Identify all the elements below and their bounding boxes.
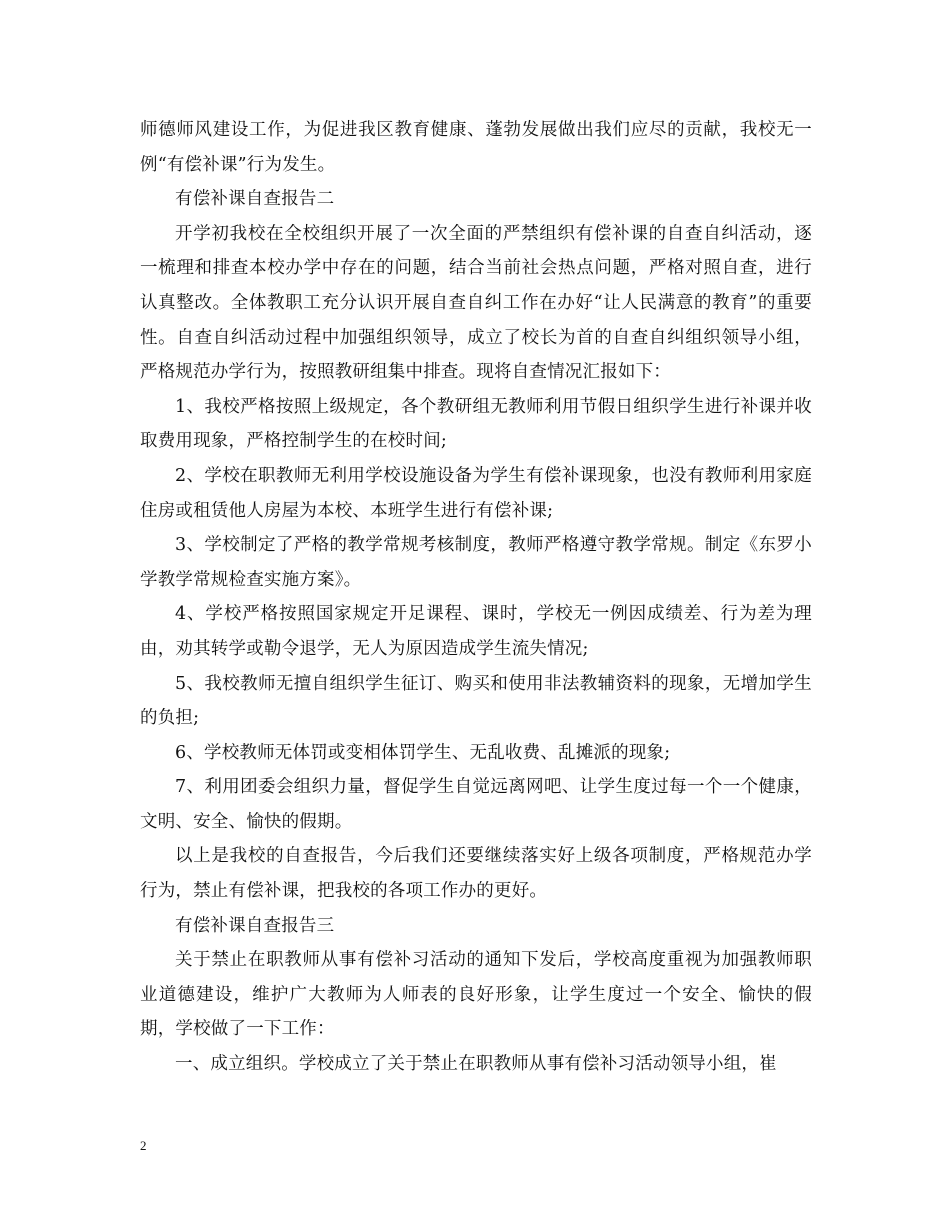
list-item: 6、学校教师无体罚或变相体罚学生、无乱收费、乱摊派的现象; [175,742,671,763]
list-item: 7、利用团委会组织力量，督促学生自觉远离网吧、让学生度过每一个一个健康，文明、安全、愉快的假期。 [140,777,812,832]
section-heading: 有偿补课自查报告三 [175,915,335,936]
page-number: 2 [140,1138,147,1153]
paragraph: 师德师风建设工作，为促进我区教育健康、蓬勃发展做出我们应尽的贡献，我校无一例“有偿补课”行为发生。 [140,120,812,175]
list-item: 4、学校严格按照国家规定开足课程、课时，学校无一例因成绩差、行为差为理由，劝其转学或勒令退学，无人为原因造成学生流失情况; [140,604,812,659]
paragraph: 关于禁止在职教师从事有偿补习活动的通知下发后，学校高度重视为加强教师职业道德建设，维护广大教师为人师表的良好形象，让学生度过一个安全、愉快的假期，学校做了一下工作： [140,950,812,1040]
section-heading: 有偿补课自查报告二 [175,189,335,210]
document-body [140,113,812,1082]
list-item: 2、学校在职教师无利用学校设施设备为学生有偿补课现象，也没有教师利用家庭住房或租赁他人房屋为本校、本班学生进行有偿补课; [140,465,812,521]
list-item: 3、学校制定了严格的教学常规考核制度，教师严格遵守教学常规。制定《东罗小学教学常规检查实施方案》。 [140,535,812,590]
paragraph: 一、成立组织。学校成立了关于禁止在职教师从事有偿补习活动领导小组，崔 [175,1054,777,1075]
list-item: 5、我校教师无擅自组织学生征订、购买和使用非法教辅资料的现象，无增加学生的负担; [140,673,812,729]
paragraph: 开学初我校在全校组织开展了一次全面的严禁组织有偿补课的自查自纠活动，逐一梳理和排查本校办学中存在的问题，结合当前社会热点问题，严格对照自查，进行认真整改。全体教职工充分认识开展自查自纠工作在办好“让人民满意的教育”的重要性。自查自纠活动过程中加强组织领导，成立了校长为首的自查自纠组织领导小组，严格规范办学行为，按照教研组集中排查。现将自查情况汇报如下： [140,223,812,383]
list-item: 1、我校严格按照上级规定，各个教研组无教师利用节假日组织学生进行补课并收取费用现象，严格控制学生的在校时间; [140,396,812,452]
paragraph: 以上是我校的自查报告，今后我们还要继续落实好上级各项制度，严格规范办学行为，禁止有偿补课，把我校的各项工作办的更好。 [140,846,812,902]
